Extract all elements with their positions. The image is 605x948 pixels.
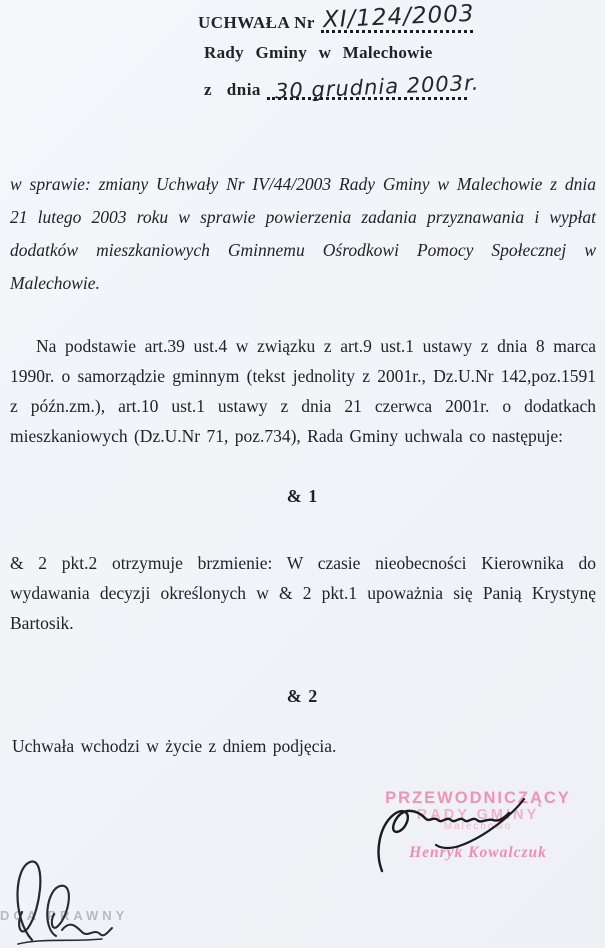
chairman-stamp-council: RADY GMINY xyxy=(416,807,540,823)
handwritten-date: 30 grudnia 2003r. xyxy=(274,70,480,104)
title-dotted-line xyxy=(321,0,475,34)
legal-advisor-signature-ink xyxy=(4,852,124,948)
legal-basis-paragraph: Na podstawie art.39 ust.4 w związku z art.9 ust.1 ustawy z dnia 8 marca 1990r. o samorządzie gminnym (tekst jednolity z 2001r., Dz.U.Nr 142,poz.1591 z późn.zm.), art.10 ust.1 ustawy z dnia 21 czerwca 2001r. o dodatkach mieszkaniowych (Dz.U.Nr 71, poz.734), Rada Gminy uchwala co następuje: xyxy=(10,336,596,446)
title-label: UCHWAŁA Nr xyxy=(198,13,315,32)
date-dotted-line xyxy=(267,70,480,104)
date-row xyxy=(204,70,480,104)
chairman-stamp-place: Malechowo xyxy=(443,821,513,832)
council-name: Rady Gminy w Malechowie xyxy=(204,43,433,62)
document-header xyxy=(198,0,480,110)
title-row xyxy=(198,0,478,34)
legal-advisor-stamp-text: DCA PRAWNY xyxy=(0,908,129,923)
section-1-body: & 2 pkt.2 otrzymuje brzmienie: W czasie nieobecności Kierownika do wydawania decyzji określonych w & 2 pkt.1 upoważnia się Panią Krystynę Bartosik. xyxy=(10,553,596,633)
section-1-heading: & 1 xyxy=(286,486,319,506)
chairman-name: Henryk Kowalczuk xyxy=(409,844,547,861)
chairman-stamp-title: PRZEWODNICZĄCY xyxy=(385,789,571,807)
chairman-signature-ink xyxy=(372,793,567,873)
date-label: z dnia xyxy=(204,80,261,99)
section-2-body: Uchwała wchodzi w życie z dniem podjęcia. xyxy=(12,736,337,756)
subject-paragraph: w sprawie: zmiany Uchwały Nr IV/44/2003 Rady Gminy w Malechowie z dnia 21 lutego 2003 roku w sprawie powierzenia zadania przyznawania i wypłat dodatków mieszkaniowych Gminnemu Ośrodkowi Pomocy Społecznej w Malechowie. xyxy=(10,174,596,293)
section-2-heading: & 2 xyxy=(286,686,319,706)
handwritten-resolution-number: XI/124/2003 xyxy=(322,0,475,34)
